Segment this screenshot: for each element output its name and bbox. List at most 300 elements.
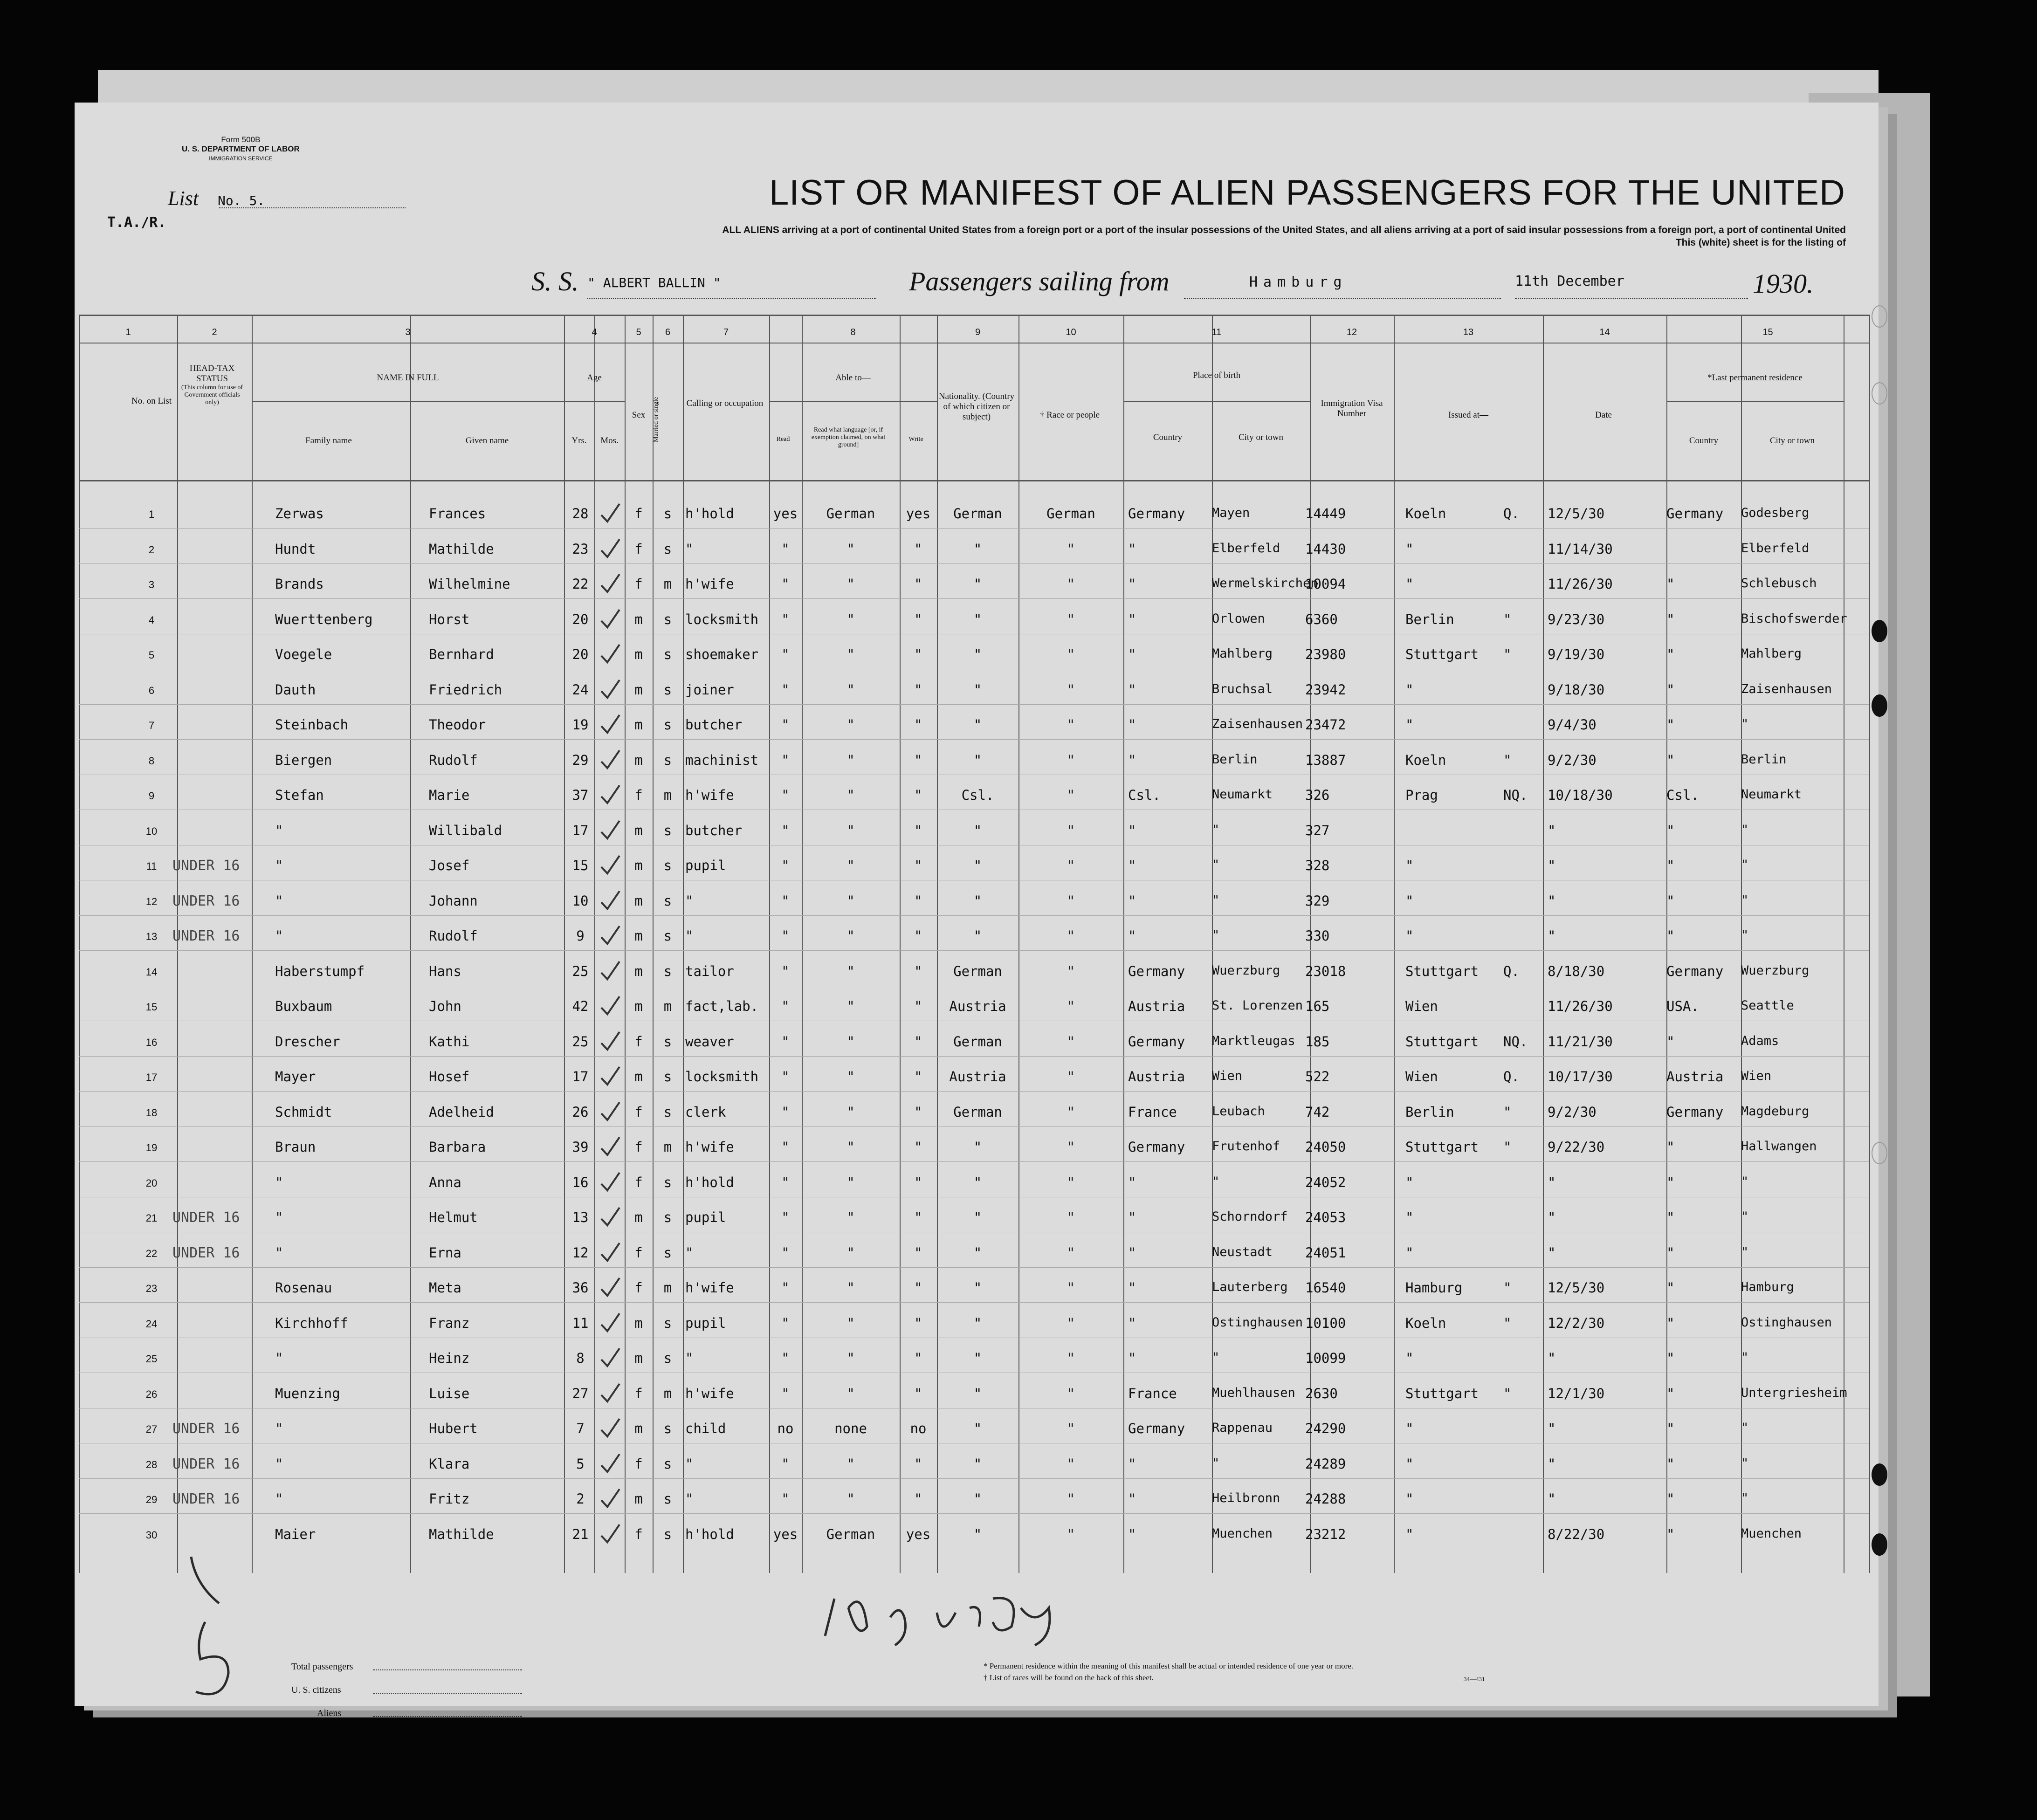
ss-label: S. S. <box>531 266 579 296</box>
issued-at: " <box>1405 1244 1414 1261</box>
col-header-family-name: Family name <box>305 436 352 446</box>
occupation: child <box>685 1421 726 1436</box>
col-header-head-tax <box>177 364 247 406</box>
nationality: " <box>973 1315 982 1331</box>
race: " <box>1067 717 1075 733</box>
birth-city: " <box>1212 928 1220 942</box>
birth-country: Austria <box>1128 998 1185 1014</box>
read-language: " <box>846 1315 855 1331</box>
issue-date: 9/2/30 <box>1548 752 1597 768</box>
family-name: Steinbach <box>275 717 349 733</box>
visa-number: 23980 <box>1305 646 1346 662</box>
given-name: Heinz <box>429 1350 470 1366</box>
birth-country: " <box>1128 1456 1136 1472</box>
residence-city: " <box>1741 717 1749 731</box>
can-write: " <box>914 611 922 627</box>
nationality: " <box>973 752 982 768</box>
sex: f <box>634 1244 643 1261</box>
check-mark-icon <box>599 1135 622 1159</box>
age-years: 25 <box>572 1033 589 1050</box>
quota-status: " <box>1503 1280 1512 1296</box>
occupation: h'hold <box>685 1526 734 1542</box>
can-write: no <box>910 1421 927 1436</box>
issue-date: " <box>1548 1421 1556 1436</box>
sex: m <box>634 1421 643 1436</box>
race: German <box>1046 506 1095 522</box>
age-years: 5 <box>576 1456 585 1472</box>
row-number: 24 <box>145 1318 158 1330</box>
nationality: " <box>973 858 982 873</box>
binder-hole <box>1872 1142 1887 1164</box>
col-header-birth-city: City or town <box>1238 433 1284 442</box>
row-number: 21 <box>145 1212 158 1224</box>
issued-at: " <box>1405 1421 1414 1436</box>
check-mark-icon <box>599 572 622 596</box>
read-language: " <box>846 1491 855 1507</box>
given-name: Barbara <box>429 1139 486 1155</box>
given-name: Mathilde <box>429 1526 494 1542</box>
quota-status: " <box>1503 646 1512 662</box>
issue-date: 8/22/30 <box>1548 1526 1605 1542</box>
nationality: " <box>973 928 982 944</box>
race: " <box>1067 576 1075 592</box>
issue-date: 11/26/30 <box>1548 998 1613 1014</box>
row-number: 26 <box>145 1388 158 1400</box>
issue-date: " <box>1548 928 1556 944</box>
sex: m <box>634 963 643 979</box>
birth-city: Lauterberg <box>1212 1280 1288 1294</box>
residence-city: " <box>1741 1456 1749 1470</box>
quota-status: " <box>1503 1315 1512 1331</box>
check-mark-icon <box>599 995 622 1018</box>
nationality: " <box>973 1491 982 1507</box>
manifest-title: LIST OR MANIFEST OF ALIEN PASSENGERS FOR THE UNITED <box>769 173 1845 213</box>
check-mark-icon <box>599 1523 622 1546</box>
birth-city: Wien <box>1212 1069 1243 1083</box>
read-language: " <box>846 681 855 698</box>
sex: m <box>634 717 643 733</box>
issued-at: Wien <box>1405 1069 1438 1085</box>
issued-at: " <box>1405 1526 1414 1542</box>
race: " <box>1067 541 1075 557</box>
row-rule <box>79 598 1869 599</box>
column-rule <box>1310 315 1311 1573</box>
handwritten-tally <box>172 1552 247 1706</box>
nationality: " <box>973 611 982 627</box>
residence-city: Magdeburg <box>1741 1104 1810 1119</box>
birth-city: Elberfeld <box>1212 541 1280 556</box>
marital-status: s <box>663 963 672 979</box>
race: " <box>1067 1315 1075 1331</box>
check-mark-icon <box>599 1346 622 1370</box>
can-write: " <box>914 752 922 768</box>
column-number: 5 <box>636 327 641 337</box>
occupation: h'hold <box>685 506 734 522</box>
occupation: h'hold <box>685 1174 734 1190</box>
marital-status: m <box>663 1139 672 1155</box>
issued-at: Stuttgart <box>1405 1139 1479 1155</box>
issue-date: 9/18/30 <box>1548 681 1605 698</box>
column-rule <box>1212 315 1213 1573</box>
visa-number: 742 <box>1305 1104 1330 1120</box>
birth-city: Rappenau <box>1212 1421 1273 1435</box>
row-rule <box>79 1267 1869 1268</box>
departure-year: 1930. <box>1753 268 1814 299</box>
column-number: 12 <box>1346 327 1357 337</box>
occupation: joiner <box>685 681 734 698</box>
form-line: Form 500B <box>221 135 261 144</box>
race: " <box>1067 963 1075 979</box>
birth-country: " <box>1128 1174 1136 1190</box>
birth-country: France <box>1128 1385 1177 1401</box>
visa-number: 23472 <box>1305 717 1346 733</box>
row-number: 25 <box>145 1353 158 1365</box>
issued-at: Berlin <box>1405 611 1454 627</box>
header-bottom-rule <box>79 480 1869 481</box>
col-header-res-country: Country <box>1689 436 1719 446</box>
birth-city: Wermelskirchen <box>1212 576 1318 591</box>
check-mark-icon <box>599 1276 622 1299</box>
family-name: " <box>275 928 283 944</box>
marital-status: m <box>663 998 672 1014</box>
residence-country: " <box>1666 752 1675 768</box>
nationality: " <box>973 1456 982 1472</box>
column-rule <box>79 315 80 1573</box>
residence-country: " <box>1666 822 1675 838</box>
visa-number: 185 <box>1305 1033 1330 1050</box>
sex: m <box>634 893 643 909</box>
row-number: 28 <box>145 1458 158 1470</box>
table-top-rule <box>79 315 1869 316</box>
issued-at: Stuttgart <box>1405 646 1479 662</box>
residence-country: " <box>1666 576 1675 592</box>
residence-country: " <box>1666 1350 1675 1366</box>
age-years: 9 <box>576 928 585 944</box>
aliens-label: Aliens <box>317 1708 342 1718</box>
quota-status: " <box>1503 1139 1512 1155</box>
issued-at: Prag <box>1405 787 1438 803</box>
sex: m <box>634 1069 643 1085</box>
marital-status: s <box>663 1315 672 1331</box>
family-name: Muenzing <box>275 1385 340 1401</box>
column-number: 9 <box>975 327 981 337</box>
check-mark-icon <box>599 1417 622 1440</box>
given-name: Rudolf <box>429 928 478 944</box>
col-header-date: Date <box>1595 410 1612 420</box>
column-rule <box>653 315 654 1573</box>
given-name: Adelheid <box>429 1104 494 1120</box>
issued-at: Koeln <box>1405 506 1446 522</box>
residence-country: " <box>1666 893 1675 909</box>
col-header-birth-country: Country <box>1153 433 1183 442</box>
can-write: " <box>914 928 922 944</box>
row-number: 2 <box>148 543 155 556</box>
residence-city: Wuerzburg <box>1741 963 1810 978</box>
residence-city: " <box>1741 1421 1749 1435</box>
birth-city: " <box>1212 858 1220 872</box>
binder-hole <box>1872 1463 1887 1486</box>
given-name: Horst <box>429 611 470 627</box>
column-number: 14 <box>1599 327 1610 337</box>
visa-number: 2630 <box>1305 1385 1338 1401</box>
race: " <box>1067 1491 1075 1507</box>
row-number: 18 <box>145 1106 158 1119</box>
age-years: 20 <box>572 646 589 662</box>
row-number: 17 <box>145 1071 158 1083</box>
marital-status: s <box>663 928 672 944</box>
family-name: " <box>275 1456 283 1472</box>
family-name: Stefan <box>275 787 324 803</box>
row-number: 23 <box>145 1283 158 1294</box>
occupation: " <box>685 893 694 909</box>
age-years: 21 <box>572 1526 589 1542</box>
residence-country: " <box>1666 1139 1675 1155</box>
issue-date: 12/1/30 <box>1548 1385 1605 1401</box>
birth-country: " <box>1128 928 1136 944</box>
column-rule <box>900 315 901 1573</box>
visa-number: 10100 <box>1305 1315 1346 1331</box>
can-write: " <box>914 1209 922 1225</box>
family-name: " <box>275 1491 283 1507</box>
occupation: h'wife <box>685 1280 734 1296</box>
birth-country: " <box>1128 1209 1136 1225</box>
check-mark-icon <box>599 1241 622 1264</box>
birth-city: Muenchen <box>1212 1526 1273 1541</box>
col-header-mos: Mos. <box>600 436 619 446</box>
residence-city: " <box>1741 1491 1749 1505</box>
issued-at: " <box>1405 1456 1414 1472</box>
nationality: German <box>953 506 1002 522</box>
residence-city: Berlin <box>1741 752 1787 767</box>
can-write: " <box>914 1244 922 1261</box>
residence-country: " <box>1666 1033 1675 1050</box>
read-language: " <box>846 822 855 838</box>
race: " <box>1067 1209 1075 1225</box>
residence-city: Bischofswerder <box>1741 611 1847 626</box>
race: " <box>1067 1385 1075 1401</box>
read-language: " <box>846 1104 855 1120</box>
issue-date: " <box>1548 1491 1556 1507</box>
issue-date: 12/5/30 <box>1548 1280 1605 1296</box>
issue-date: " <box>1548 1456 1556 1472</box>
check-mark-icon <box>599 1171 622 1194</box>
residence-city: " <box>1741 822 1749 837</box>
family-name: Drescher <box>275 1033 340 1050</box>
visa-number: 14449 <box>1305 506 1346 522</box>
family-name: Hundt <box>275 541 316 557</box>
age-years: 20 <box>572 611 589 627</box>
row-number: 5 <box>148 649 155 661</box>
family-name: " <box>275 1244 283 1261</box>
race: " <box>1067 1104 1075 1120</box>
race: " <box>1067 1244 1075 1261</box>
can-read: " <box>781 1104 790 1120</box>
row-number: 12 <box>145 895 158 907</box>
row-number: 29 <box>145 1494 158 1505</box>
birth-city: Neustadt <box>1212 1244 1273 1259</box>
subheader-rule <box>252 401 564 402</box>
visa-number: 330 <box>1305 928 1330 944</box>
residence-country: Csl. <box>1666 787 1699 803</box>
nationality: " <box>973 541 982 557</box>
row-number: 14 <box>145 966 158 978</box>
birth-country: " <box>1128 893 1136 909</box>
sex: f <box>634 576 643 592</box>
read-language: " <box>846 1350 855 1366</box>
issued-at: Stuttgart <box>1405 1385 1479 1401</box>
row-number: 9 <box>148 790 155 802</box>
column-rule <box>1018 315 1019 1573</box>
row-number: 1 <box>148 508 155 520</box>
birth-country: " <box>1128 611 1136 627</box>
residence-city: Seattle <box>1741 998 1794 1013</box>
visa-number: 23942 <box>1305 681 1346 698</box>
residence-country: Germany <box>1666 963 1724 979</box>
read-language: " <box>846 963 855 979</box>
sex: f <box>634 1456 643 1472</box>
sex: m <box>634 822 643 838</box>
issue-date: 9/4/30 <box>1548 717 1597 733</box>
issued-at: " <box>1405 1491 1414 1507</box>
given-name: Anna <box>429 1174 461 1190</box>
birth-city: " <box>1212 1174 1220 1189</box>
check-mark-icon <box>599 713 622 736</box>
column-number: 1 <box>125 327 131 337</box>
subtitle-line-1: ALL ALIENS arriving at a port of continental United States from a foreign port or a port of the insular possessions of the United States, and all aliens arriving at a port of said insular possessions from a foreign port, a port of continental United <box>722 225 1846 235</box>
race: " <box>1067 646 1075 662</box>
birth-country: " <box>1128 1350 1136 1366</box>
marital-status: s <box>663 717 672 733</box>
visa-number: 24290 <box>1305 1421 1346 1436</box>
marital-status: s <box>663 506 672 522</box>
us-citizens-label: U. S. citizens <box>291 1685 341 1695</box>
residence-country: " <box>1666 611 1675 627</box>
residence-country: USA. <box>1666 998 1699 1014</box>
row-rule <box>79 739 1869 740</box>
check-mark-icon <box>599 783 622 807</box>
issued-at: " <box>1405 1209 1414 1225</box>
occupation: weaver <box>685 1033 734 1050</box>
can-write: " <box>914 998 922 1014</box>
marital-status: s <box>663 1104 672 1120</box>
birth-country: Austria <box>1128 1069 1185 1085</box>
race: " <box>1067 928 1075 944</box>
visa-number: 6360 <box>1305 611 1338 627</box>
tally-stroke <box>191 1557 228 1694</box>
column-rule <box>802 315 803 1573</box>
nationality: " <box>973 646 982 662</box>
race: " <box>1067 1139 1075 1155</box>
col-header-yrs: Yrs. <box>571 436 587 446</box>
can-read: " <box>781 541 790 557</box>
issue-date: 8/18/30 <box>1548 963 1605 979</box>
residence-city: " <box>1741 928 1749 942</box>
column-rule <box>1123 315 1124 1573</box>
sex: f <box>634 1139 643 1155</box>
read-language: " <box>846 1174 855 1190</box>
quota-status: " <box>1503 1104 1512 1120</box>
residence-city: " <box>1741 893 1749 907</box>
column-number: 7 <box>723 327 729 337</box>
age-years: 16 <box>572 1174 589 1190</box>
can-read: " <box>781 1280 790 1296</box>
can-read: " <box>781 787 790 803</box>
port-dotted-line <box>1184 298 1501 299</box>
can-write: " <box>914 787 922 803</box>
family-name: " <box>275 822 283 838</box>
race: " <box>1067 1280 1075 1296</box>
age-years: 29 <box>572 752 589 768</box>
quota-status: Q. <box>1503 506 1520 522</box>
footnote-race-list: † List of races will be found on the back of this sheet. <box>984 1673 1154 1682</box>
issue-date: 10/17/30 <box>1548 1069 1613 1085</box>
row-number: 20 <box>145 1177 158 1189</box>
visa-number: 16540 <box>1305 1280 1346 1296</box>
sex: m <box>634 611 643 627</box>
head-tax-title: HEAD-TAX STATUS <box>189 364 235 384</box>
residence-country: " <box>1666 717 1675 733</box>
column-rule <box>1394 315 1395 1573</box>
binder-hole <box>1872 382 1887 405</box>
family-name: Mayer <box>275 1069 316 1085</box>
marital-status: s <box>663 1456 672 1472</box>
sex: m <box>634 1315 643 1331</box>
family-name: Brands <box>275 576 324 592</box>
column-number: 2 <box>212 327 217 337</box>
visa-number: 326 <box>1305 787 1330 803</box>
residence-country: " <box>1666 1209 1675 1225</box>
issued-at: Wien <box>1405 998 1438 1014</box>
column-rule <box>769 315 770 1573</box>
head-tax-stamp: UNDER 16 <box>172 1491 240 1507</box>
col-header-issued-at: Issued at— <box>1448 410 1488 420</box>
age-years: 39 <box>572 1139 589 1155</box>
can-write: " <box>914 822 922 838</box>
visa-number: 24051 <box>1305 1244 1346 1261</box>
can-read: " <box>781 1244 790 1261</box>
age-years: 17 <box>572 822 589 838</box>
issue-date: 9/2/30 <box>1548 1104 1597 1120</box>
list-dotted-line <box>219 207 406 208</box>
family-name: Kirchhoff <box>275 1315 349 1331</box>
marital-status: s <box>663 611 672 627</box>
occupation: pupil <box>685 858 726 873</box>
binder-hole <box>1872 1533 1887 1556</box>
given-name: Fritz <box>429 1491 470 1507</box>
visa-number: 23212 <box>1305 1526 1346 1542</box>
ship-dotted-line <box>587 298 876 299</box>
can-write: yes <box>906 1526 931 1542</box>
read-language: " <box>846 787 855 803</box>
visa-number: 165 <box>1305 998 1330 1014</box>
age-years: 15 <box>572 858 589 873</box>
can-write: " <box>914 1280 922 1296</box>
given-name: Marie <box>429 787 470 803</box>
birth-city: Bruchsal <box>1212 681 1273 696</box>
check-mark-icon <box>599 819 622 842</box>
marital-status: s <box>663 1350 672 1366</box>
birth-city: Berlin <box>1212 752 1258 767</box>
given-name: Helmut <box>429 1209 478 1225</box>
visa-number: 24289 <box>1305 1456 1346 1472</box>
form-label <box>182 135 300 163</box>
form-line: U. S. DEPARTMENT OF LABOR <box>182 144 300 153</box>
residence-country: Germany <box>1666 1104 1724 1120</box>
issue-date: " <box>1548 1350 1556 1366</box>
family-name: " <box>275 893 283 909</box>
residence-city: Muenchen <box>1741 1526 1802 1541</box>
given-name: Friedrich <box>429 681 502 698</box>
